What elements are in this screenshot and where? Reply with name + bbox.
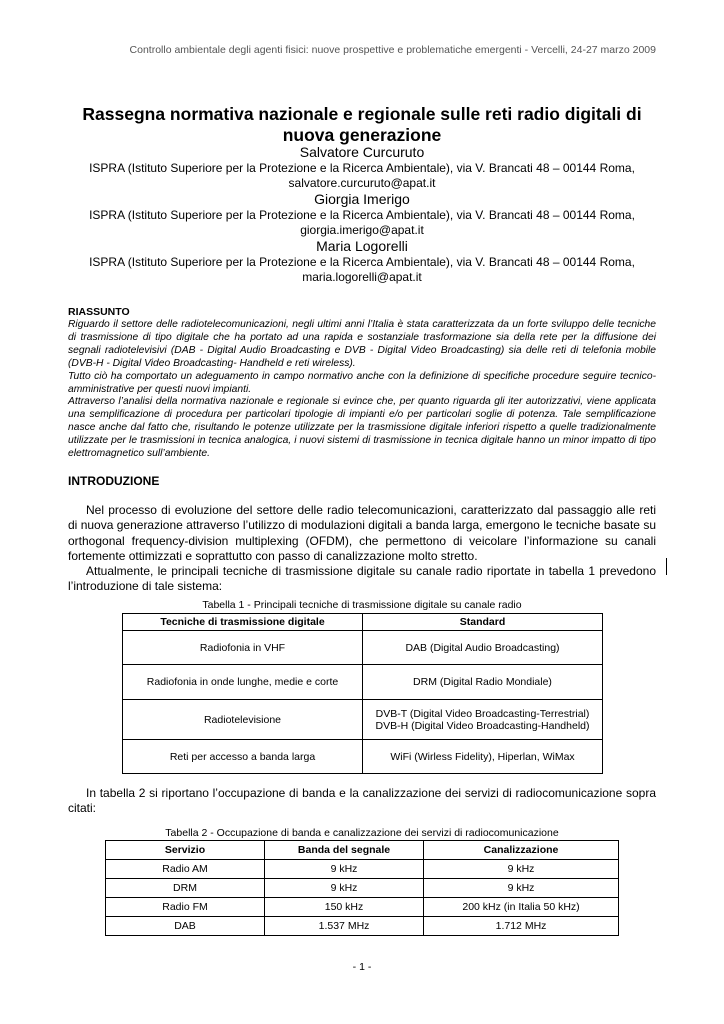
title-line-1: Rassegna normativa nazionale e regionale sulle reti radio digitali di [82, 104, 642, 124]
author-email: giorgia.imerigo@apat.it [300, 223, 424, 237]
table-cell: Radiofonia in VHF [123, 631, 363, 665]
change-bar [666, 558, 667, 575]
author-name: Maria Logorelli [316, 238, 408, 254]
table-row [123, 665, 603, 700]
intro-paragraph: Attualmente, le principali tecniche di trasmissione digitale su canale radio riportate in tabella 1 prevedono l’introduzione di tale sistema: [68, 564, 656, 594]
table-row [123, 700, 603, 740]
table-cell: Reti per accesso a banda larga [123, 740, 363, 774]
table2-header: Canalizzazione [424, 841, 619, 860]
abstract-text [68, 319, 656, 461]
table2-header: Banda del segnale [265, 841, 424, 860]
table-cell: 9 kHz [424, 879, 619, 898]
table-row [123, 631, 603, 665]
title-line-2: nuova generazione [282, 125, 442, 145]
author-2 [68, 191, 656, 238]
author-email: maria.logorelli@apat.it [302, 270, 422, 284]
table-cell: DAB [106, 917, 265, 936]
author-email: salvatore.curcuruto@apat.it [288, 176, 436, 190]
table-cell: 1.712 MHz [424, 917, 619, 936]
table-row [106, 879, 619, 898]
table-row [123, 740, 603, 774]
abstract-paragraph: Attraverso l’analisi della normativa nazionale e regionale si evince che, per quanto riguarda gli iter autorizzativi, viene applicata una semplificazione di procedura per particolari tipologie di impianti e/o per particolari soglie di potenza. Tale semplificazione nasce anche dal fatto che, risultando le potenze utilizzate per la trasmissione digitale inferiori rispetto a quelle tradizionalmente utilizzate per le trasmissioni in tecnica analogica, i nuovi sistemi di trasmissione in tecnica digitale hanno un minor impatto di tipo elettromagnetico sull’ambiente. [68, 396, 656, 460]
table-cell: WiFi (Wirless Fidelity), Hiperlan, WiMax [363, 740, 603, 774]
abstract [68, 306, 656, 461]
table2-caption: Tabella 2 - Occupazione di banda e canalizzazione dei servizi di radiocomunicazione [165, 827, 559, 839]
author-name: Giorgia Imerigo [314, 191, 410, 207]
author-affiliation: ISPRA (Istituto Superiore per la Protezione e la Ricerca Ambientale), via V. Brancati 48 – 00144 Roma, [89, 255, 635, 269]
table-cell: 1.537 MHz [265, 917, 424, 936]
abstract-paragraph: Tutto ciò ha comportato un adeguamento in campo normativo anche con la definizione di specifiche procedure seguire tecnico-amministrative per questi nuovi impianti. [68, 370, 656, 395]
intro-text [68, 503, 656, 595]
table1-header: Standard [363, 614, 603, 631]
author-3 [68, 238, 656, 285]
author-name: Salvatore Curcuruto [299, 144, 425, 160]
table-cell: DVB-T (Digital Video Broadcasting-Terrestrial) DVB-H (Digital Video Broadcasting-Handheld) [363, 700, 603, 740]
table-cell: 9 kHz [265, 860, 424, 879]
page-number: - 1 - [352, 961, 372, 973]
running-header: Controllo ambientale degli agenti fisici: nuove prospettive e problematiche emergenti - Vercelli, 24-27 marzo 2009 [129, 44, 656, 56]
table-cell: Radiofonia in onde lunghe, medie e corte [123, 665, 363, 700]
abstract-paragraph: Riguardo il settore delle radiotelecomunicazioni, negli ultimi anni l’Italia è stata caratterizzata da un forte sviluppo delle tecniche di trasmissione di tipo digitale che ha portato ad una rapida e sostanziale trasformazione sia della rete per la diffusione dei segnali radiotelevisivi (DAB - Digital Audio Broadcasting e DVB - Digital Video Broadcasting) sia delle reti di telefonia mobile (DVB-H - Digital Video Broadcasting- Handheld e reti wireless). [68, 319, 656, 369]
table2-header: Servizio [106, 841, 265, 860]
table-cell: 200 kHz (in Italia 50 kHz) [424, 898, 619, 917]
table-row [106, 917, 619, 936]
table-cell: 150 kHz [265, 898, 424, 917]
table-cell: 9 kHz [424, 860, 619, 879]
table-cell: Radio AM [106, 860, 265, 879]
intro-paragraph: Nel processo di evoluzione del settore delle radio telecomunicazioni, caratterizzato dal passaggio alle reti di nuova generazione attraverso l’utilizzo di modulazioni digitali a banda larga, emergono le tecniche basate su orthogonal frequency-division multiplexing (OFDM), che permettono di veicolare l’informazione su canali fortemente ottimizzati e soprattutto con passo di canalizzazione molto stretto. [68, 503, 656, 563]
table-1 [122, 613, 603, 774]
abstract-heading: RIASSUNTO [68, 306, 130, 318]
table-cell: Radiotelevisione [123, 700, 363, 740]
author-1 [68, 144, 656, 191]
author-affiliation: ISPRA (Istituto Superiore per la Protezione e la Ricerca Ambientale), via V. Brancati 48 – 00144 Roma, [89, 208, 635, 222]
table-cell: Radio FM [106, 898, 265, 917]
table-cell: DRM [106, 879, 265, 898]
table-2 [105, 840, 619, 936]
author-block [68, 144, 656, 285]
paper-title [68, 104, 656, 146]
table-cell: 9 kHz [265, 879, 424, 898]
body-paragraph: In tabella 2 si riportano l’occupazione di banda e la canalizzazione dei servizi di radiocomunicazione sopra citati: [68, 786, 656, 816]
table-row [106, 898, 619, 917]
table-row [106, 860, 619, 879]
table-cell: DAB (Digital Audio Broadcasting) [363, 631, 603, 665]
author-affiliation: ISPRA (Istituto Superiore per la Protezione e la Ricerca Ambientale), via V. Brancati 48 – 00144 Roma, [89, 161, 635, 175]
section-heading-introduzione: INTRODUZIONE [68, 474, 160, 488]
table-cell: DRM (Digital Radio Mondiale) [363, 665, 603, 700]
table1-header: Tecniche di trasmissione digitale [123, 614, 363, 631]
table1-caption: Tabella 1 - Principali tecniche di trasmissione digitale su canale radio [202, 599, 522, 611]
